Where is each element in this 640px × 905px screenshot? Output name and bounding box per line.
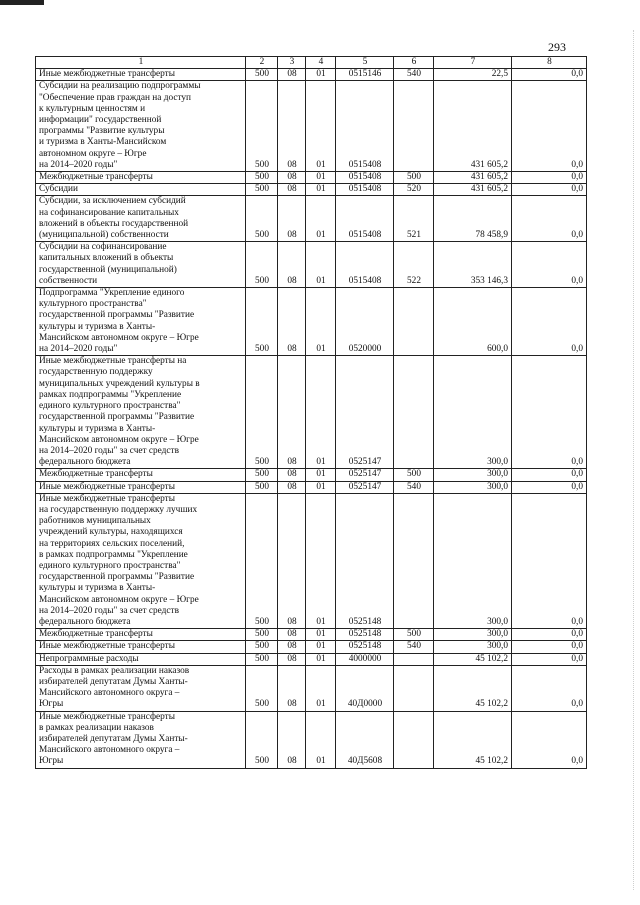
subsection-cell: 01 [306, 196, 336, 242]
target-article-cell: 0520000 [336, 288, 394, 356]
row-name-cell: Субсидии на софинансирование капитальных вложений в объекты государственной (муниципальной) собственности [36, 242, 246, 288]
section-cell: 08 [278, 356, 306, 469]
table-row [36, 184, 587, 196]
subsection-cell: 01 [306, 172, 336, 184]
expense-type-cell: 540 [394, 481, 434, 493]
amount-next-cell: 0,0 [512, 653, 587, 665]
amount-next-cell: 0,0 [512, 711, 587, 768]
amount-next-cell: 0,0 [512, 356, 587, 469]
header-cell: 5 [336, 57, 394, 69]
expense-type-cell: 522 [394, 242, 434, 288]
subsection-cell: 01 [306, 184, 336, 196]
expense-type-cell: 540 [394, 69, 434, 81]
scan-corner-mark [0, 0, 44, 5]
amount-next-cell: 0,0 [512, 469, 587, 481]
amount-next-cell: 0,0 [512, 196, 587, 242]
amount-cell: 431 605,2 [434, 81, 512, 172]
header-cell: 1 [36, 57, 246, 69]
section-cell: 08 [278, 196, 306, 242]
amount-cell: 45 102,2 [434, 665, 512, 711]
header-cell: 2 [246, 57, 278, 69]
table-row [36, 81, 587, 172]
row-name-cell: Иные межбюджетные трансферты на государственную поддержку лучших работников муниципальных учреждений культуры, находящихся на территориях сельских поселений, в рамках подпрограммы "Укрепление единого культурного пространства" государственной программы "Развитие культуры и туризма в Ханты- Мансийском автономном округе – Югре на 2014–2020 годы" за счет средств федерального бюджета [36, 493, 246, 628]
section-cell: 08 [278, 288, 306, 356]
amount-cell: 300,0 [434, 493, 512, 628]
amount-next-cell: 0,0 [512, 641, 587, 653]
code-cell: 500 [246, 172, 278, 184]
code-cell: 500 [246, 629, 278, 641]
expense-type-cell: 521 [394, 196, 434, 242]
expense-type-cell: 500 [394, 469, 434, 481]
amount-cell: 300,0 [434, 629, 512, 641]
table-row [36, 481, 587, 493]
table-row [36, 356, 587, 469]
amount-next-cell: 0,0 [512, 665, 587, 711]
target-article-cell: 0515408 [336, 81, 394, 172]
expense-type-cell [394, 493, 434, 628]
amount-next-cell: 0,0 [512, 184, 587, 196]
row-name-cell: Иные межбюджетные трансферты [36, 641, 246, 653]
section-cell: 08 [278, 641, 306, 653]
subsection-cell: 01 [306, 711, 336, 768]
amount-cell: 78 458,9 [434, 196, 512, 242]
code-cell: 500 [246, 69, 278, 81]
code-cell: 500 [246, 196, 278, 242]
section-cell: 08 [278, 469, 306, 481]
table-row [36, 242, 587, 288]
subsection-cell: 01 [306, 81, 336, 172]
amount-cell: 300,0 [434, 356, 512, 469]
header-cell: 4 [306, 57, 336, 69]
expense-type-cell: 500 [394, 629, 434, 641]
target-article-cell: 4000000 [336, 653, 394, 665]
table-row [36, 493, 587, 628]
table-row [36, 469, 587, 481]
section-cell: 08 [278, 242, 306, 288]
code-cell: 500 [246, 288, 278, 356]
amount-cell: 45 102,2 [434, 653, 512, 665]
target-article-cell: 0515408 [336, 196, 394, 242]
target-article-cell: 0515408 [336, 242, 394, 288]
subsection-cell: 01 [306, 653, 336, 665]
table-row [36, 711, 587, 768]
target-article-cell: 0515146 [336, 69, 394, 81]
amount-next-cell: 0,0 [512, 481, 587, 493]
target-article-cell: 40Д0000 [336, 665, 394, 711]
amount-cell: 300,0 [434, 481, 512, 493]
row-name-cell: Иные межбюджетные трансферты [36, 481, 246, 493]
amount-next-cell: 0,0 [512, 288, 587, 356]
code-cell: 500 [246, 469, 278, 481]
row-name-cell: Субсидии [36, 184, 246, 196]
section-cell: 08 [278, 481, 306, 493]
section-cell: 08 [278, 493, 306, 628]
row-name-cell: Иные межбюджетные трансферты на государственную поддержку муниципальных учреждений культуры в рамках подпрограммы "Укрепление единого культурного пространства" государственной программы "Развитие культуры и туризма в Ханты- Мансийском автономном округе – Югре на 2014–2020 годы" за счет средств федерального бюджета [36, 356, 246, 469]
code-cell: 500 [246, 81, 278, 172]
amount-cell: 22,5 [434, 69, 512, 81]
row-name-cell: Иные межбюджетные трансферты [36, 69, 246, 81]
section-cell: 08 [278, 665, 306, 711]
code-cell: 500 [246, 356, 278, 469]
expense-type-cell: 540 [394, 641, 434, 653]
expense-type-cell [394, 711, 434, 768]
section-cell: 08 [278, 81, 306, 172]
row-name-cell: Межбюджетные трансферты [36, 172, 246, 184]
code-cell: 500 [246, 493, 278, 628]
row-name-cell: Расходы в рамках реализации наказов избирателей депутатам Думы Ханты- Мансийского автономного округа – Югры [36, 665, 246, 711]
row-name-cell: Иные межбюджетные трансферты в рамках реализации наказов избирателей депутатам Думы Ханты- Мансийского автономного округа – Югры [36, 711, 246, 768]
target-article-cell: 0525147 [336, 481, 394, 493]
subsection-cell: 01 [306, 481, 336, 493]
subsection-cell: 01 [306, 69, 336, 81]
subsection-cell: 01 [306, 493, 336, 628]
amount-next-cell: 0,0 [512, 493, 587, 628]
table-row [36, 629, 587, 641]
target-article-cell: 0525147 [336, 469, 394, 481]
table-row [36, 69, 587, 81]
code-cell: 500 [246, 653, 278, 665]
code-cell: 500 [246, 242, 278, 288]
subsection-cell: 01 [306, 629, 336, 641]
amount-cell: 300,0 [434, 641, 512, 653]
row-name-cell: Межбюджетные трансферты [36, 629, 246, 641]
table-row [36, 641, 587, 653]
amount-cell: 431 605,2 [434, 172, 512, 184]
header-cell: 8 [512, 57, 587, 69]
row-name-cell: Непрограммные расходы [36, 653, 246, 665]
subsection-cell: 01 [306, 242, 336, 288]
section-cell: 08 [278, 172, 306, 184]
page-number: 293 [548, 40, 566, 54]
expense-type-cell [394, 665, 434, 711]
code-cell: 500 [246, 641, 278, 653]
header-cell: 6 [394, 57, 434, 69]
amount-cell: 431 605,2 [434, 184, 512, 196]
amount-cell: 600,0 [434, 288, 512, 356]
section-cell: 08 [278, 184, 306, 196]
subsection-cell: 01 [306, 665, 336, 711]
table-row [36, 653, 587, 665]
subsection-cell: 01 [306, 641, 336, 653]
scan-edge [633, 30, 636, 890]
row-name-cell: Межбюджетные трансферты [36, 469, 246, 481]
subsection-cell: 01 [306, 469, 336, 481]
target-article-cell: 0515408 [336, 184, 394, 196]
table-header-row [36, 57, 587, 69]
amount-cell: 353 146,3 [434, 242, 512, 288]
table-row [36, 196, 587, 242]
target-article-cell: 0515408 [336, 172, 394, 184]
header-cell: 3 [278, 57, 306, 69]
row-name-cell: Подпрограмма "Укрепление единого культурного пространства" государственной программы "Развитие культуры и туризма в Ханты- Мансийском автономном округе – Югре на 2014–2020 годы" [36, 288, 246, 356]
expense-type-cell: 520 [394, 184, 434, 196]
code-cell: 500 [246, 711, 278, 768]
amount-next-cell: 0,0 [512, 81, 587, 172]
amount-next-cell: 0,0 [512, 242, 587, 288]
expense-type-cell [394, 288, 434, 356]
row-name-cell: Субсидии, за исключением субсидий на софинансирование капитальных вложений в объекты государственной (муниципальной) собственности [36, 196, 246, 242]
expense-type-cell [394, 81, 434, 172]
target-article-cell: 0525148 [336, 641, 394, 653]
section-cell: 08 [278, 653, 306, 665]
amount-next-cell: 0,0 [512, 69, 587, 81]
code-cell: 500 [246, 665, 278, 711]
expense-type-cell: 500 [394, 172, 434, 184]
target-article-cell: 0525147 [336, 356, 394, 469]
code-cell: 500 [246, 481, 278, 493]
table-row [36, 665, 587, 711]
subsection-cell: 01 [306, 356, 336, 469]
section-cell: 08 [278, 711, 306, 768]
section-cell: 08 [278, 629, 306, 641]
budget-table [35, 56, 587, 769]
expense-type-cell [394, 653, 434, 665]
target-article-cell: 0525148 [336, 629, 394, 641]
target-article-cell: 0525148 [336, 493, 394, 628]
amount-next-cell: 0,0 [512, 629, 587, 641]
target-article-cell: 40Д5608 [336, 711, 394, 768]
section-cell: 08 [278, 69, 306, 81]
amount-cell: 45 102,2 [434, 711, 512, 768]
table-row [36, 172, 587, 184]
expense-type-cell [394, 356, 434, 469]
code-cell: 500 [246, 184, 278, 196]
header-cell: 7 [434, 57, 512, 69]
amount-next-cell: 0,0 [512, 172, 587, 184]
table-row [36, 288, 587, 356]
subsection-cell: 01 [306, 288, 336, 356]
amount-cell: 300,0 [434, 469, 512, 481]
row-name-cell: Субсидии на реализацию подпрограммы "Обеспечение прав граждан на доступ к культурным ценностям и информации" государственной программы "Развитие культуры и туризма в Ханты-Мансийском автономном округе – Югре на 2014–2020 годы" [36, 81, 246, 172]
